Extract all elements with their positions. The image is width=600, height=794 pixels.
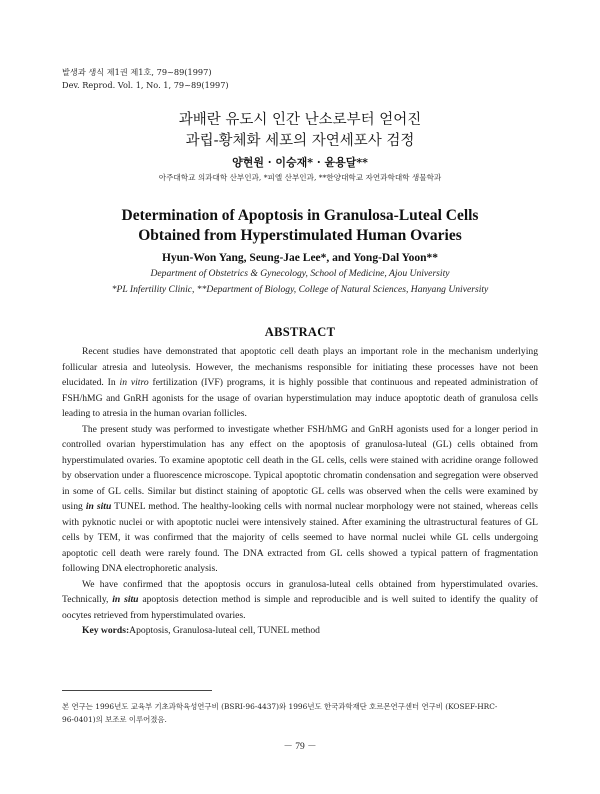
abstract-body: [62, 344, 538, 639]
english-authors: Hyun-Won Yang, Seung-Jae Lee*, and Yong-Dal Yoon**: [161, 252, 439, 264]
journal-citation-korean: 발생과 생식 제1권 제1호, 79~89(1997): [62, 67, 212, 77]
footnote-line-1: 본 연구는 1996년도 교육부 기초과학육성연구비 (BSRI-96-4437)와 1996년도 한국과학재단 호르몬연구센터 연구비 (KOSEF-HRC-: [62, 702, 498, 711]
abstract-p2-italic: in situ: [85, 501, 112, 512]
korean-authors: 양현원 · 이승재* · 윤용달**: [232, 156, 368, 169]
abstract-p3-text-b: apoptosis detection method is simple and reproducible and is well suited to identify the quality of oocytes retrieved from hyperstimulated ovaries.: [62, 594, 538, 621]
english-title-line-2: Obtained from Hyperstimulated Human Ovaries: [138, 227, 462, 244]
abstract-p2-text-a: The present study was performed to investigate whether FSH/hMG and GnRH agonists used for a longer period in controlled ovarian hyperstimulation has any effect on the apoptosis of granulosa-luteal (GL) cells obtained from hyperstimulated ovaries. To examine apoptotic cell death in the GL cells, cells were stained with acridine orange followed by observation under a fluorescence microscope. Typical apoptotic chromatin condensation and segregation were observed in some of GL cells. Similar but distinct staining of apoptotic GL cells was observed when the cells were examined by using: [62, 423, 538, 512]
abstract-p2-text-b: TUNEL method. The healthy-looking cells with normal nuclear morphology were not stained, whereas cells with pyknotic nuclei or with apoptotic nuclei were intensively stained. After examining the ultrastructural features of GL cells by TEM, it was confirmed that the majority of cells seemed to have normal nuclei while GL cells undergoing apoptotic cell death were rarely found. The DNA extracted from GL cells showed a typical pattern of fragmentation following DNA electrophoretic analysis.: [62, 501, 538, 574]
english-affiliation-2: *PL Infertility Clinic, **Department of Biology, College of Natural Sciences, Hanyang University: [111, 284, 489, 295]
abstract-paragraph-3: [62, 577, 538, 624]
funding-footnote: [62, 700, 538, 726]
english-title-line-1: Determination of Apoptosis in Granulosa-Luteal Cells: [121, 207, 479, 224]
journal-header: [62, 66, 229, 91]
keywords-label: Key words:: [82, 625, 130, 636]
keywords-line: [62, 623, 538, 639]
footnote-divider: [62, 690, 212, 691]
page-number: － 79 －: [283, 742, 317, 752]
journal-citation-english: Dev. Reprod. Vol. 1, No. 1, 79~89(1997): [62, 79, 229, 90]
abstract-p3-text-a: We have confirmed that the apoptosis occurs in granulosa-luteal cells obtained from hyperstimulated ovaries. Technically,: [62, 578, 538, 605]
abstract-heading: ABSTRACT: [264, 325, 336, 339]
abstract-paragraph-2: [62, 422, 538, 577]
keywords-list: Apoptosis, Granulosa-luteal cell, TUNEL method: [129, 625, 320, 636]
korean-affiliations: 아주대학교 의과대학 산부인과, *피엘 산부인과, **한양대학교 자연과학대학 생물학과: [158, 173, 442, 182]
korean-title-line-1: 과배란 유도시 인간 난소로부터 얻어진: [178, 112, 422, 128]
korean-title: [0, 110, 600, 152]
abstract-p1-text-a: Recent studies have demonstrated that apoptotic cell death plays an important role in the mechanism underlying follicular atresia and luteolysis. However, the mechanisms responsible for initiating these processes have not been elucidated. In: [62, 346, 538, 388]
abstract-p3-italic: in situ: [112, 594, 139, 605]
abstract-p1-text-b: fertilization (IVF) programs, it is highly possible that continuous and repeated administration of FSH/hMG and GnRH agonists for the usage of ovarian hyperstimulation may induce apoptotic death of granulosa cells leading to atresia in the human ovarian follicles.: [62, 377, 539, 419]
korean-title-line-2: 과립-황체화 세포의 자연세포사 검정: [185, 133, 415, 149]
english-title: [0, 206, 600, 246]
abstract-paragraph-1: [62, 344, 538, 422]
abstract-p1-italic: in vitro: [119, 377, 149, 388]
footnote-line-2: 96-0401)의 보조로 이루어졌음.: [62, 715, 167, 724]
english-affiliation-1: Department of Obstetrics & Gynecology, School of Medicine, Ajou University: [150, 268, 450, 279]
